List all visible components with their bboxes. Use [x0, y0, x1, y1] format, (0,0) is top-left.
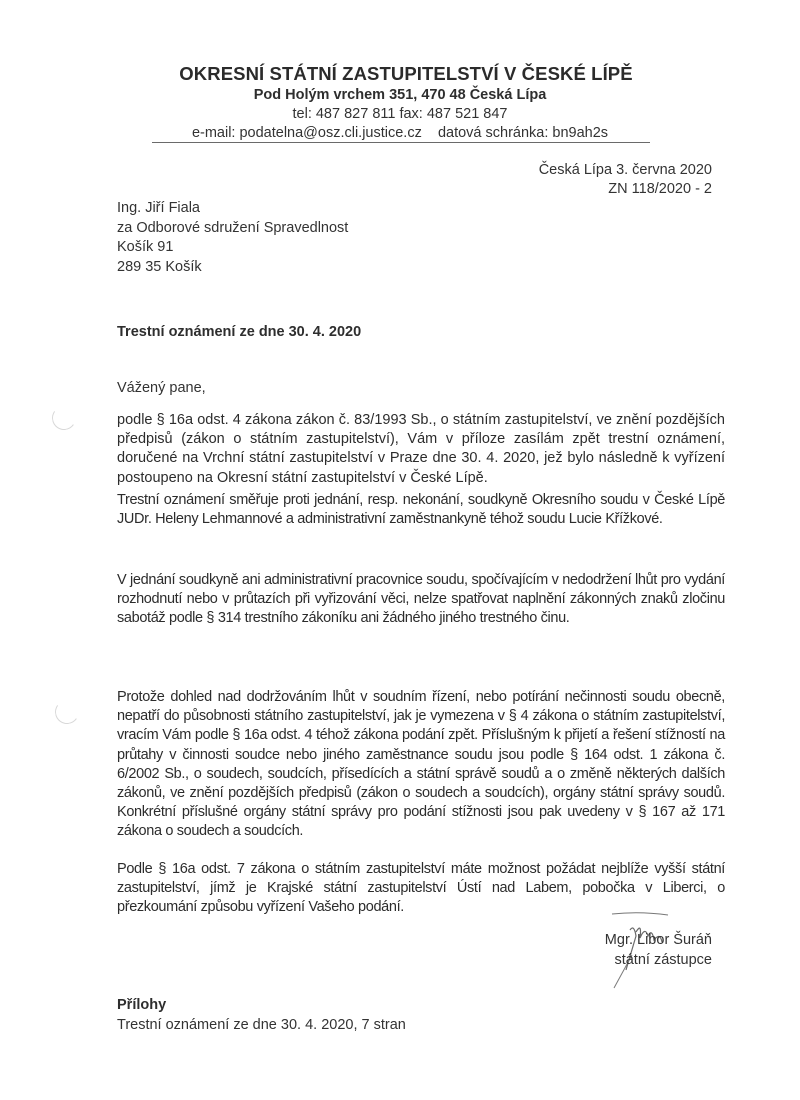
- body-paragraph: Protože dohled nad dodržováním lhůt v soudním řízení, nebo potírání nečinnosti soudu obecně, nepatří do působnosti státního zastupitelství, jak je vymezena v § 4 zákona o státním zastupitelství, vracím Vám podle § 16a odst. 4 téhož zákona podání zpět. Příslušným k přijetí a řešení stížností na průtahy v činnosti soudce nebo jiného zaměstnance soudu jsou podle § 164 odst. 1 zákona č. 6/2002 Sb., o soudech, soudcích, přísedících a státní správě soudů a o změně některých dalších zákonů, ve znění pozdějších předpisů (zákon o soudech a soudcích), orgány státní správy soudů. Konkrétní příslušné orgány státní správy pro podání stížnosti jsou pak uvedeny v § 167 až 171 zákona o soudech a soudcích.: [117, 689, 725, 840]
- recipient-organization: za Odborové sdružení Spravedlnost: [117, 219, 349, 236]
- punch-hole-mark: [50, 404, 78, 432]
- signature-block: [605, 931, 712, 970]
- office-address: Pod Holým vrchem 351, 470 48 Česká Lípa: [253, 87, 547, 103]
- office-title: OKRESNÍ STÁTNÍ ZASTUPITELSTVÍ V ČESKÉ LÍPĚ: [179, 63, 633, 84]
- recipient-city: 289 35 Košík: [117, 258, 202, 275]
- signatory-name: Mgr. Libor Šuráň: [604, 932, 712, 948]
- body-paragraph: podle § 16a odst. 4 zákona zákon č. 83/1993 Sb., o státním zastupitelství, ve znění pozdějších předpisů (zákon o státním zastupitelství), Vám v příloze zasílám zpět trestní oznámení, doručené na Vrchní státní zastupitelství v Praze dne 30. 4. 2020, jež bylo následně k vyřízení postoupeno na Okresní státní zastupitelství v České Lípě.: [117, 412, 725, 486]
- body-paragraph: Podle § 16a odst. 7 zákona o státním zastupitelství máte možnost požádat nejblíže vyšší státní zastupitelství, jímž je Krajské státní zastupitelství Ústí nad Labem, pobočka v Liberci, o přezkoumání způsobu vyřízení Vašeho podání.: [117, 861, 725, 916]
- attachments-section: [117, 996, 406, 1035]
- office-phone-fax: tel: 487 827 811 fax: 487 521 847: [292, 106, 508, 122]
- date-block: [539, 161, 712, 199]
- office-email-databox: e-mail: podatelna@osz.cli.justice.cz datová schránka: bn9ah2s: [191, 125, 609, 141]
- recipient-street: Košík 91: [117, 239, 174, 255]
- attachments-heading: Přílohy: [117, 997, 167, 1013]
- body-paragraph: V jednání soudkyně ani administrativní pracovnice soudu, spočívajícím v nedodržení lhůt pro vydání rozhodnutí nebo v průtazích při vyřizování věci, nelze spatřovat naplnění zákonných znaků zločinu sabotáž podle § 314 trestního zákoníku ani žádného jiného trestného činu.: [117, 572, 725, 627]
- letterhead: [150, 63, 650, 143]
- body-paragraph: Trestní oznámení směřuje proti jednání, resp. nekonání, soudkyně Okresního soudu v České Lípě JUDr. Heleny Lehmannové a administrativní zaměstnankyně téhož soudu Lucie Křížkové.: [117, 492, 725, 528]
- signatory-title: státní zástupce: [614, 951, 712, 968]
- letterhead-divider: [152, 142, 650, 143]
- punch-hole-mark: [53, 698, 81, 726]
- recipient-address: [117, 199, 348, 277]
- place-and-date: Česká Lípa 3. června 2020: [538, 162, 712, 178]
- salutation: Vážený pane,: [117, 380, 206, 396]
- letter-subject: Trestní oznámení ze dne 30. 4. 2020: [117, 324, 362, 340]
- recipient-name: Ing. Jiří Fiala: [117, 200, 200, 216]
- attachment-item: Trestní oznámení ze dne 30. 4. 2020, 7 stran: [117, 1016, 406, 1033]
- reference-number: ZN 118/2020 - 2: [608, 181, 712, 197]
